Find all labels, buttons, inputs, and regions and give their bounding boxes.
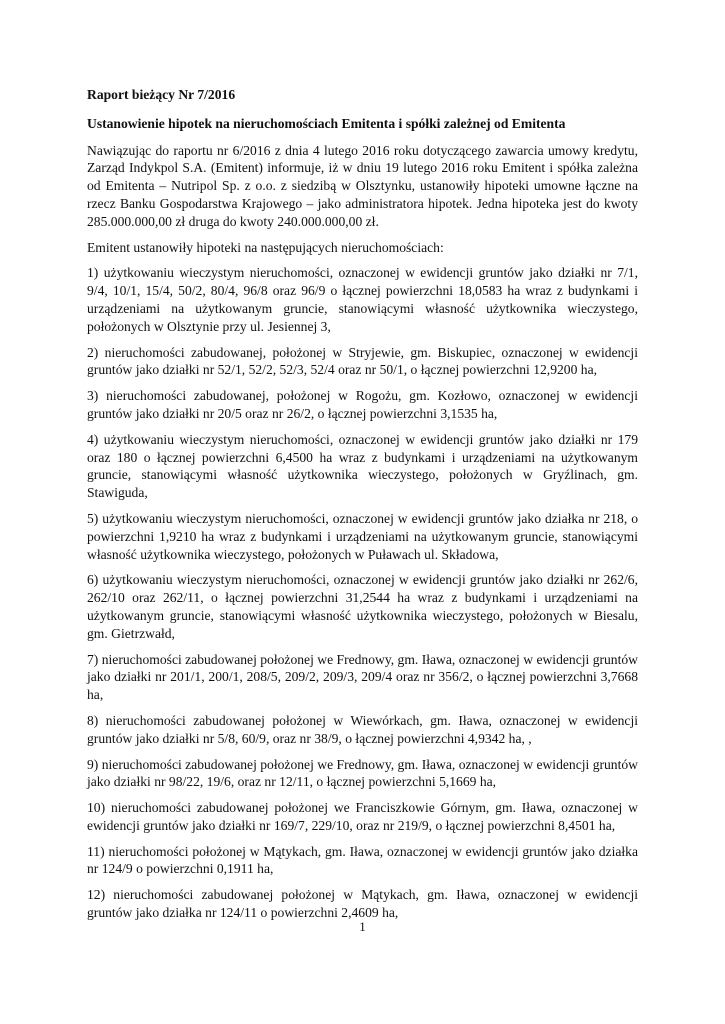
property-item-7: 7) nieruchomości zabudowanej położonej we Frednowy, gm. Iława, oznaczonej w ewidencji gruntów jako działki nr 201/1, 200/1, 208/5, 209/2, 209/3, 209/4 oraz nr 356/2, o łącznej powierzchni 3,7668 ha, <box>87 651 638 703</box>
page-number: 1 <box>359 919 366 934</box>
property-item-3: 3) nieruchomości zabudowanej, położonej w Rogożu, gm. Kozłowo, oznaczonej w ewidencji gruntów jako działki nr 20/5 oraz nr 26/2, o łącznej powierzchni 3,1535 ha, <box>87 388 638 421</box>
property-item-9: 9) nieruchomości zabudowanej położonej we Frednowy, gm. Iława, oznaczonej w ewidencji gruntów jako działki nr 98/22, 19/6, oraz nr 12/11, o łącznej powierzchni 5,1669 ha, <box>87 756 638 790</box>
property-item-5: 5) użytkowaniu wieczystym nieruchomości, oznaczonej w ewidencji gruntów jako działka nr 218, o powierzchni 1,9210 ha wraz z budynkami i urządzeniami na użytkowanym gruncie, stanowiącymi własność użytkownika wieczystego, położonych w Puławach ul. Składowa, <box>87 510 638 562</box>
property-item-8: 8) nieruchomości zabudowanej położonej w Wiewórkach, gm. Iława, oznaczonej w ewidencji gruntów jako działki nr 5/8, 60/9, oraz nr 38/9, o łącznej powierzchni 4,9342 ha, , <box>87 712 638 746</box>
property-item-11: 11) nieruchomości położonej w Mątykach, gm. Iława, oznaczonej w ewidencji gruntów jako działka nr 124/9 o powierzchni 0,1911 ha, <box>87 843 638 877</box>
document-body <box>87 86 638 930</box>
property-item-6: 6) użytkowaniu wieczystym nieruchomości, oznaczonej w ewidencji gruntów jako działki nr 262/6, 262/10 oraz 262/11, o łącznej powierzchni 31,2544 ha wraz z budynkami i urządzeniami na użytkowanym gruncie, stanowiącymi własność użytkownika wieczystego, położonych w Biesalu, gm. Gietrzwałd, <box>87 572 638 641</box>
property-item-10: 10) nieruchomości zabudowanej położonej we Franciszkowie Górnym, gm. Iława, oznaczonej w ewidencji gruntów jako działki nr 169/7, 229/10, oraz nr 219/9, o łącznej powierzchni 8,4501 ha, <box>87 800 638 833</box>
property-item-4: 4) użytkowaniu wieczystym nieruchomości, oznaczonej w ewidencji gruntów jako działki nr 179 oraz 180 o łącznej powierzchni 6,4500 ha wraz z budynkami i urządzeniami na użytkowanym gruncie, stanowiącymi własność użytkownika wieczystego, położonych w Gryźlinach, gm. Stawiguda, <box>87 431 638 501</box>
property-item-2: 2) nieruchomości zabudowanej, położonej w Stryjewie, gm. Biskupiec, oznaczonej w ewidencji gruntów jako działki nr 52/1, 52/2, 52/3, 52/4 oraz nr 50/1, o łącznej powierzchni 12,9200 ha, <box>87 344 638 378</box>
property-item-12: 12) nieruchomości zabudowanej położonej w Mątykach, gm. Iława, oznaczonej w ewidencji gruntów jako działka nr 124/11 o powierzchni 2,4609 ha, <box>87 887 638 921</box>
report-title: Raport bieżący Nr 7/2016 <box>87 87 236 102</box>
report-subtitle: Ustanowienie hipotek na nieruchomościach Emitenta i spółki zależnej od Emitenta <box>87 115 566 131</box>
intro-paragraph: Nawiązując do raportu nr 6/2016 z dnia 4 lutego 2016 roku dotyczącego zawarcia umowy kredytu, Zarząd Indykpol S.A. (Emitent) informuje, iż w dniu 19 lutego 2016 roku Emitent i spółka zależna od Emitenta – Nutripol Sp. z o.o. z siedzibą w Olsztynku, ustanowiły hipoteki umowne łączne na rzecz Banku Gospodarstwa Krajowego – jako administratora hipotek. Jedna hipoteka jest do kwoty 285.000.000,00 zł druga do kwoty 240.000.000,00 zł. <box>87 142 638 229</box>
property-item-1: 1) użytkowaniu wieczystym nieruchomości, oznaczonej w ewidencji gruntów jako działki nr 7/1, 9/4, 10/1, 15/4, 50/2, 80/4, 96/8 oraz 96/9 o łącznej powierzchni 18,0583 ha wraz z budynkami i urządzeniami na użytkowanym gruncie, stanowiącymi własność użytkownika wieczystego, położonych w Olsztynie przy ul. Jesiennej 3, <box>87 265 638 334</box>
lead-paragraph: Emitent ustanowiły hipoteki na następujących nieruchomościach: <box>87 239 444 255</box>
